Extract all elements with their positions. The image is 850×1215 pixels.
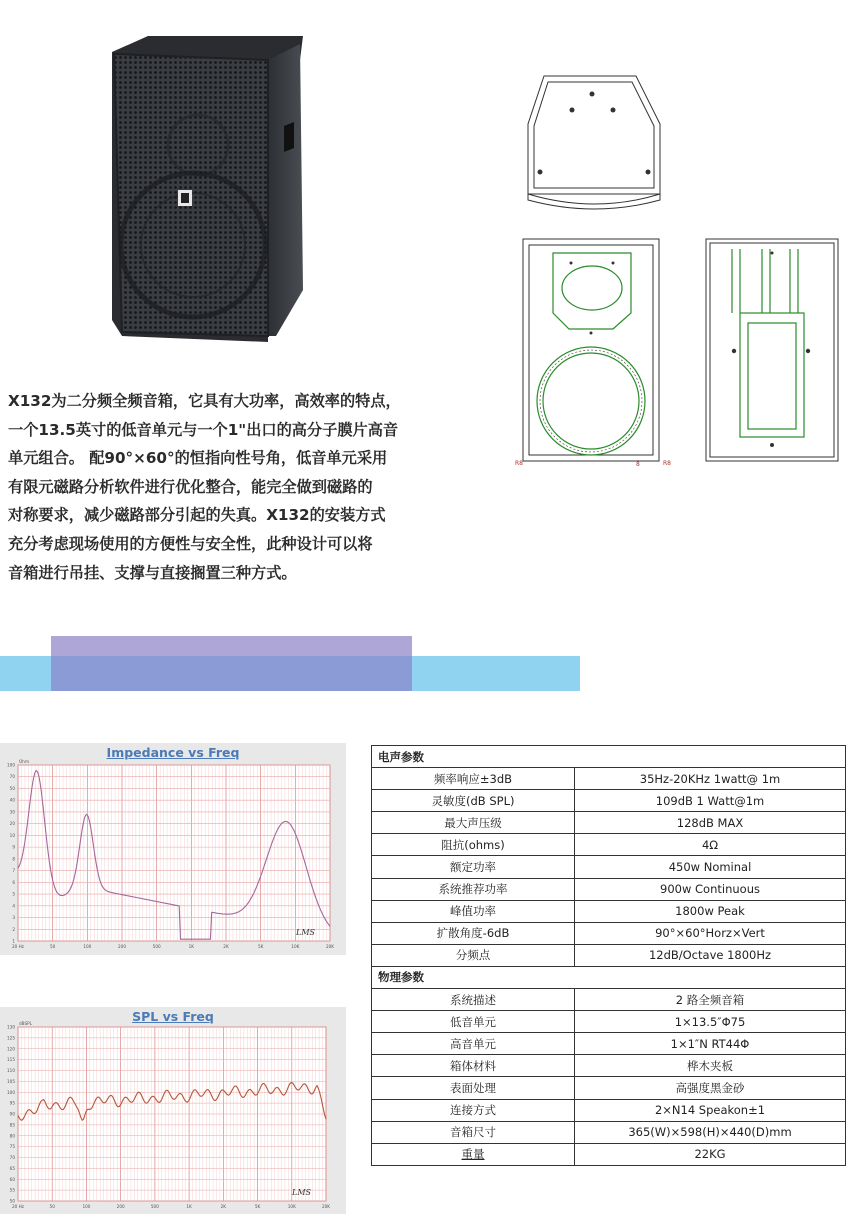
x-tick-label: 5K: [254, 1204, 261, 1209]
x-tick-label: 2K: [223, 944, 229, 949]
top-view-drawing: [520, 68, 670, 218]
signature-label: LMS: [292, 1188, 311, 1197]
y-tick-label: 90: [9, 1111, 15, 1117]
y-tick-label: 20: [9, 821, 15, 827]
spec-value: 12dB/Octave 1800Hz: [575, 944, 846, 966]
y-tick-label: 1: [12, 938, 15, 944]
spec-key: 箱体材料: [372, 1055, 575, 1077]
y-tick-label: 105: [7, 1078, 15, 1084]
x-tick-label: 20K: [325, 944, 335, 949]
table-row: [372, 790, 846, 812]
spec-value: 桦木夹板: [575, 1055, 846, 1077]
impedance-graph-title: Impedance vs Freq: [106, 745, 240, 760]
y-tick-label: 85: [9, 1122, 15, 1128]
spec-key: 最大声压级: [372, 812, 575, 834]
table-row: [372, 1077, 846, 1099]
y-tick-label: 2: [12, 926, 15, 932]
spec-key: 低音单元: [372, 1011, 575, 1033]
description-line: 充分考虑现场使用的方便性与安全性，此种设计可以将: [8, 534, 373, 553]
section-heading-electro: 电声参数: [372, 746, 846, 768]
y-tick-label: 120: [7, 1046, 15, 1052]
spec-key: 阻抗(ohms): [372, 834, 575, 856]
y-tick-label: 55: [9, 1187, 15, 1193]
spec-key: 音箱尺寸: [372, 1121, 575, 1143]
x-tick-label: 20K: [321, 1204, 331, 1209]
spec-table: [371, 745, 846, 1166]
table-row: [372, 1121, 846, 1143]
y-tick-label: 4: [12, 903, 15, 909]
spec-value: 1×1″N RT44Φ: [575, 1033, 846, 1055]
y-tick-label: 6: [12, 879, 15, 885]
spec-value: 128dB MAX: [575, 812, 846, 834]
table-row: [372, 856, 846, 878]
table-row: [372, 768, 846, 790]
spec-key: 分频点: [372, 944, 575, 966]
y-tick-label: 40: [9, 797, 15, 803]
y-tick-label: 30: [9, 809, 15, 815]
table-row: [372, 1011, 846, 1033]
x-tick-label: 100: [83, 944, 92, 949]
spl-graph: [0, 1007, 346, 1214]
table-row: [372, 922, 846, 944]
y-tick-label: 70: [9, 1155, 15, 1160]
y-unit-label: dBSPL: [19, 1021, 32, 1026]
spec-key: 频率响应±3dB: [372, 768, 575, 790]
y-tick-label: 130: [7, 1024, 15, 1030]
signature-label: LMS: [296, 928, 315, 937]
spec-value: 450w Nominal: [575, 856, 846, 878]
front-label-mid: 8: [636, 461, 640, 468]
spec-value: 1800w Peak: [575, 900, 846, 922]
x-tick-label: 10K: [291, 944, 300, 949]
y-tick-label: 80: [9, 1133, 15, 1139]
front-label-right: R8: [663, 460, 671, 467]
spec-value: 高强度黑金砂: [575, 1077, 846, 1099]
y-tick-label: 5: [12, 891, 15, 897]
spec-key: 系统描述: [372, 989, 575, 1011]
table-row: [372, 1055, 846, 1077]
x-tick-label: 50: [49, 1204, 55, 1209]
spec-value: 2×N14 Speakon±1: [575, 1099, 846, 1121]
x-tick-label: 1K: [186, 1204, 192, 1209]
spec-value: 4Ω: [575, 834, 846, 856]
table-row: [372, 1033, 846, 1055]
speaker-photo: [108, 30, 308, 342]
y-tick-label: 75: [9, 1144, 15, 1150]
section-row: [372, 966, 846, 988]
y-tick-label: 7: [12, 868, 15, 874]
spec-value: 900w Continuous: [575, 878, 846, 900]
table-row: [372, 812, 846, 834]
y-tick-label: 9: [12, 844, 15, 850]
spl-graph-title: SPL vs Freq: [132, 1009, 214, 1024]
spec-key: 连接方式: [372, 1099, 575, 1121]
x-tick-label: 20 Hz: [11, 944, 25, 949]
spec-key: 峰值功率: [372, 900, 575, 922]
decorative-band-overlap: [51, 656, 412, 691]
table-row: [372, 878, 846, 900]
spl-plot: [0, 1007, 346, 1214]
description-line: 音箱进行吊挂、支撑与直接搁置三种方式。: [8, 563, 297, 582]
y-tick-label: 125: [7, 1035, 15, 1041]
y-tick-label: 115: [7, 1057, 15, 1063]
description-line: 有限元磁路分析软件进行优化整合，能完全做到磁路的: [8, 477, 373, 496]
table-row: [372, 1099, 846, 1121]
y-tick-label: 65: [9, 1165, 15, 1171]
section-row: [372, 746, 846, 768]
y-tick-label: 70: [9, 774, 15, 780]
x-tick-label: 200: [118, 944, 126, 949]
spec-value: 109dB 1 Watt@1m: [575, 790, 846, 812]
spec-key: 高音单元: [372, 1033, 575, 1055]
decorative-band-accent: [51, 636, 412, 656]
spec-key: 扩散角度-6dB: [372, 922, 575, 944]
impedance-graph: [0, 743, 346, 955]
x-tick-label: 500: [150, 1204, 159, 1209]
y-tick-label: 110: [7, 1068, 15, 1073]
x-tick-label: 500: [152, 944, 161, 949]
y-tick-label: 60: [9, 1176, 15, 1182]
y-tick-label: 50: [9, 1198, 15, 1204]
spec-value: 22KG: [575, 1143, 846, 1165]
x-tick-label: 10K: [287, 1204, 296, 1209]
y-unit-label: Ohm: [19, 759, 30, 764]
y-tick-label: 95: [9, 1100, 15, 1106]
y-tick-label: 100: [7, 762, 15, 768]
x-tick-label: 2K: [220, 1204, 227, 1209]
side-view-drawing: [700, 233, 845, 469]
spec-key: 表面处理: [372, 1077, 575, 1099]
table-row: [372, 944, 846, 966]
spec-value: 90°×60°Horz×Vert: [575, 922, 846, 944]
spec-value: 2 路全频音箱: [575, 989, 846, 1011]
product-description: [8, 387, 448, 587]
impedance-plot: [0, 743, 346, 955]
table-row: [372, 834, 846, 856]
x-tick-label: 50: [49, 944, 56, 949]
description-line: 一个13.5英寸的低音单元与一个1"出口的高分子膜片高音: [8, 420, 399, 439]
spec-value: 1×13.5″Φ75: [575, 1011, 846, 1033]
front-label-left: R8: [515, 460, 523, 467]
spec-key: 系统推荐功率: [372, 878, 575, 900]
y-tick-label: 100: [7, 1089, 15, 1095]
table-row: [372, 989, 846, 1011]
table-row: [372, 1143, 846, 1165]
section-heading-physical: 物理参数: [372, 966, 846, 988]
x-tick-label: 200: [116, 1204, 125, 1209]
x-tick-label: 1K: [188, 944, 195, 949]
table-row: [372, 900, 846, 922]
description-line: 单元组合。 配90°×60°的恒指向性号角，低音单元采用: [8, 449, 388, 468]
y-tick-label: 10: [9, 832, 15, 838]
y-tick-label: 50: [9, 785, 15, 791]
spec-key: 额定功率: [372, 856, 575, 878]
front-view-drawing: [513, 233, 683, 471]
description-line: X132为二分频全频音箱，它具有大功率，高效率的特点，: [8, 392, 401, 410]
spec-key: 灵敏度(dB SPL): [372, 790, 575, 812]
x-tick-label: 100: [82, 1204, 91, 1209]
spec-value: 35Hz-20KHz 1watt@ 1m: [575, 768, 846, 790]
x-tick-label: 20 Hz: [11, 1204, 25, 1209]
description-line: 对称要求，减少磁路部分引起的失真。X132的安装方式: [8, 506, 386, 525]
y-tick-label: 8: [12, 856, 15, 862]
x-tick-label: 5K: [257, 944, 264, 949]
spec-value: 365(W)×598(H)×440(D)mm: [575, 1121, 846, 1143]
spec-key: 重量: [461, 1147, 485, 1162]
y-tick-label: 3: [12, 915, 15, 921]
